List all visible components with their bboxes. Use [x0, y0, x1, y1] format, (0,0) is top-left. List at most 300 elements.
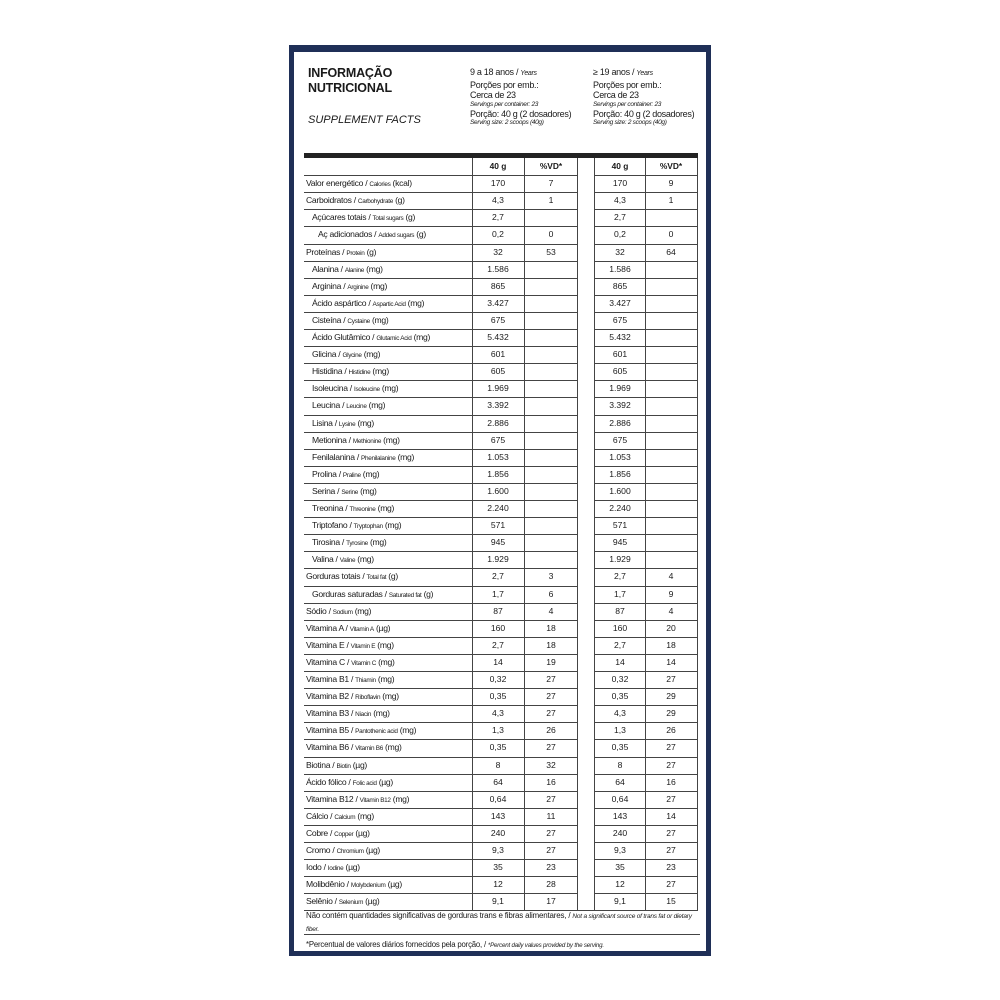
nutrient-name-en: Total sugars	[372, 215, 404, 223]
table-row	[304, 825, 698, 842]
nutrient-name	[312, 517, 476, 534]
amount-19-plus: 865	[612, 280, 628, 291]
dv-9-18: 1	[548, 195, 554, 206]
nutrient-name-en: Carbohydrate	[357, 198, 393, 206]
amount-19-plus: 0,35	[611, 691, 629, 702]
nutrient-name	[312, 329, 476, 346]
row-divider	[304, 808, 698, 809]
row-divider	[304, 534, 698, 535]
nutrient-unit: (kcal)	[390, 178, 412, 189]
amount-9-18: 1,3	[492, 725, 504, 736]
nutrient-name-en: Methionine	[352, 437, 382, 445]
amount-19-plus: 605	[612, 366, 628, 377]
row-divider	[304, 688, 698, 689]
portion-pt: Porção: 40 g (2 dosadores)	[593, 108, 695, 119]
footnote-divider	[304, 934, 700, 935]
table-row	[304, 637, 698, 654]
row-divider	[304, 517, 698, 518]
amount-19-plus: 12	[615, 879, 625, 890]
dv-9-18: 7	[548, 178, 554, 189]
row-divider	[304, 551, 698, 552]
amount-9-18: 0,35	[489, 691, 507, 702]
table-row	[304, 192, 698, 209]
nutrient-unit: (mg)	[366, 400, 386, 411]
amount-19-plus: 0,35	[611, 742, 629, 753]
dv-19-plus	[646, 432, 696, 449]
nutrient-name-en: Vitamin A	[349, 625, 374, 633]
table-row	[304, 312, 698, 329]
row-divider	[304, 739, 698, 740]
footnote-2-pt: *Percentual de valores diários fornecidos pela porção, /	[306, 940, 488, 949]
dv-19-plus	[646, 551, 696, 568]
nutrient-name-en: Molybdenium	[350, 882, 386, 890]
row-divider	[304, 500, 698, 501]
nutrient-name-pt: Açúcares totais /	[312, 212, 373, 223]
nutrient-name-pt: Vitamina B6 /	[306, 742, 356, 753]
nutrient-name-pt: Triptofano /	[312, 520, 354, 531]
nutrient-name	[312, 466, 476, 483]
nutrient-name-pt: Vitamina E /	[306, 639, 351, 650]
nutrient-name-en: Copper	[334, 830, 354, 838]
column-divider	[594, 158, 595, 910]
nutrient-unit: (g)	[414, 229, 426, 240]
nutrient-name-pt: Prolina /	[312, 468, 343, 479]
nutrient-name	[312, 500, 476, 517]
nutrient-name-en: Vitamin B12	[359, 796, 391, 804]
nutrient-unit: (mg)	[376, 656, 395, 667]
dv-19-plus: 14	[666, 656, 676, 667]
nutrient-unit: (mg)	[382, 742, 402, 753]
table-row	[304, 415, 698, 432]
nutrient-name-pt: Vitamina B2 /	[306, 691, 356, 702]
nutrient-unit: (g)	[364, 246, 377, 257]
row-divider	[304, 380, 698, 381]
amount-19-plus: 945	[612, 537, 628, 548]
row-divider	[304, 415, 698, 416]
row-divider	[304, 363, 698, 364]
nutrient-name-pt: Alanina /	[312, 263, 345, 274]
nutrient-name-pt: Glicina /	[312, 349, 343, 360]
nutrient-unit: (mg)	[411, 332, 431, 342]
amount-9-18: 1.053	[487, 451, 509, 462]
dv-19-plus: 0	[668, 229, 674, 240]
row-divider	[304, 175, 698, 176]
row-divider	[304, 774, 698, 775]
dv-19-plus	[646, 517, 696, 534]
nutrient-name-pt: Selênio /	[306, 896, 339, 907]
nutrient-name-pt: Proteínas /	[306, 246, 347, 257]
amount-19-plus: 1.586	[609, 263, 631, 274]
nutrient-name-en: Alanine	[344, 266, 365, 274]
servings-en: Servings per container: 23	[470, 100, 539, 108]
row-divider	[304, 329, 698, 330]
servings-en: Servings per container: 23	[593, 100, 662, 108]
age-en: Years	[636, 70, 653, 77]
amount-9-18: 1.856	[487, 468, 509, 479]
row-divider	[304, 226, 698, 227]
dv-19-plus	[646, 329, 696, 346]
dv-9-18	[525, 380, 577, 397]
amount-9-18: 4,3	[492, 195, 504, 206]
dv-9-18: 53	[546, 246, 556, 257]
nutrient-unit: (mg)	[381, 434, 400, 445]
amount-19-plus: 9,1	[614, 896, 626, 907]
amount-9-18: 2.886	[487, 417, 509, 428]
nutrient-name-en: Selenium	[338, 899, 364, 907]
amount-19-plus: 4,3	[614, 195, 626, 206]
amount-19-plus: 8	[617, 759, 623, 770]
amount-19-plus: 2.886	[609, 417, 631, 428]
amount-19-plus: 160	[612, 622, 628, 633]
amount-19-plus: 240	[612, 827, 628, 838]
dv-9-18	[525, 449, 577, 466]
nutrient-name	[312, 551, 476, 568]
amount-9-18: 87	[493, 605, 503, 616]
amount-9-18: 1.929	[487, 554, 509, 565]
dv-9-18	[525, 415, 577, 432]
nutrient-name-en: Serine	[341, 488, 358, 496]
row-divider	[304, 825, 698, 826]
dv-9-18: 28	[546, 879, 556, 890]
footnote-2-en: *Percent daily values provided by the serving.	[487, 942, 604, 949]
servings-pt-2: Cerca de 23	[593, 90, 639, 100]
row-divider	[304, 261, 698, 262]
amount-19-plus: 1.600	[609, 485, 631, 496]
amount-19-plus: 1.856	[609, 468, 631, 479]
dv-19-plus: 27	[666, 674, 676, 684]
nutrient-name	[306, 859, 470, 876]
amount-19-plus: 35	[615, 862, 625, 873]
dv-header-2: %VD*	[659, 161, 683, 171]
dv-9-18	[525, 551, 577, 568]
nutrient-name-pt: Fenilalanina /	[312, 451, 362, 462]
amount-9-18: 240	[490, 827, 506, 838]
nutrient-unit: (mg)	[367, 537, 387, 548]
column-divider	[697, 158, 698, 910]
dv-9-18: 32	[546, 759, 556, 770]
amount-header-2: 40 g	[611, 161, 629, 171]
dv-19-plus	[646, 466, 696, 483]
column-divider	[577, 158, 578, 910]
amount-19-plus: 3.427	[609, 297, 631, 308]
amount-19-plus: 571	[612, 520, 628, 531]
row-divider	[304, 722, 698, 723]
nutrient-name	[312, 261, 476, 278]
nutrient-name-en: Added sugars	[378, 232, 415, 240]
dv-9-18: 19	[546, 656, 556, 667]
amount-9-18: 571	[490, 520, 506, 531]
nutrient-name	[306, 637, 470, 654]
dv-9-18	[525, 432, 577, 449]
nutrient-unit: (mg)	[355, 810, 374, 821]
title-line-1: INFORMAÇÃO	[308, 66, 393, 80]
dv-9-18: 16	[546, 776, 556, 787]
row-divider	[304, 312, 698, 313]
amount-19-plus: 0,64	[611, 793, 629, 804]
row-divider	[304, 876, 698, 877]
nutrient-unit: (mg)	[395, 451, 415, 462]
dv-9-18	[525, 397, 577, 414]
row-divider	[304, 654, 698, 655]
nutrient-name-pt: Cobre /	[306, 827, 335, 838]
dv-19-plus	[646, 209, 696, 226]
row-divider	[304, 757, 698, 758]
dv-19-plus: 1	[668, 195, 674, 206]
nutrient-name-en: Folic acid	[352, 779, 377, 787]
nutrient-unit: (mg)	[371, 708, 390, 719]
table-row	[304, 808, 698, 825]
nutrient-name-pt: Vitamina A /	[306, 622, 350, 633]
nutrient-name-pt: Cisteína /	[312, 314, 348, 325]
column-header-19-plus	[593, 67, 694, 127]
nutrient-name	[306, 705, 470, 722]
table-row	[304, 757, 698, 774]
nutrient-name-en: Calcium	[334, 813, 356, 821]
row-divider	[304, 842, 698, 843]
row-divider	[304, 893, 698, 894]
nutrient-name-en: Aspartic Acid	[372, 300, 406, 308]
amount-19-plus: 1,7	[614, 588, 626, 599]
nutrient-unit: (µg)	[353, 827, 370, 838]
dv-9-18	[525, 278, 577, 295]
amount-9-18: 1.586	[487, 263, 509, 274]
amount-19-plus: 4,3	[614, 708, 626, 719]
nutrient-unit: (mg)	[405, 297, 425, 308]
dv-19-plus: 14	[666, 810, 676, 821]
nutrient-name-pt: Sódio /	[306, 605, 333, 616]
nutrient-name	[312, 295, 476, 312]
table-row	[304, 688, 698, 705]
nutrient-name-en: Protein	[346, 249, 365, 257]
nutrient-name-en: Thiamin	[355, 677, 376, 684]
dv-9-18	[525, 534, 577, 551]
table-row	[304, 774, 698, 791]
nutrient-name-pt: Ácido Glutâmico /	[312, 332, 377, 342]
row-divider	[304, 432, 698, 433]
nutrient-unit: (mg)	[368, 280, 388, 291]
amount-9-18: 64	[493, 776, 503, 787]
dv-9-18	[525, 363, 577, 380]
nutrient-name-en: Riboflavin	[355, 694, 381, 702]
age-range: ≥ 19 anos /	[593, 67, 635, 77]
column-divider	[645, 158, 646, 910]
amount-9-18: 9,1	[492, 896, 504, 907]
nutrient-name	[312, 380, 476, 397]
table-row	[304, 568, 698, 585]
nutrient-unit: (g)	[393, 195, 405, 206]
amount-9-18: 35	[493, 862, 503, 873]
amount-9-18: 8	[495, 759, 501, 770]
dv-19-plus: 23	[666, 862, 676, 873]
nutrient-unit: (µg)	[350, 759, 367, 770]
table-row	[304, 739, 698, 756]
dv-19-plus	[646, 312, 696, 329]
nutrient-unit: (mg)	[390, 793, 410, 804]
amount-9-18: 3.427	[487, 297, 509, 308]
amount-19-plus: 1,3	[614, 725, 626, 736]
amount-19-plus: 1.969	[609, 383, 631, 394]
dv-19-plus: 27	[666, 845, 676, 855]
nutrient-name-pt: Cálcio /	[306, 810, 335, 821]
table-row	[304, 517, 698, 534]
nutrient-name-en: Tyrosine	[346, 540, 368, 548]
nutrient-unit: (µg)	[376, 776, 393, 787]
nutrient-name-pt: Ácido fólico /	[306, 776, 353, 787]
nutrient-name-pt: Vitamina B3 /	[306, 708, 356, 719]
table-row	[304, 791, 698, 808]
portion-pt: Porção: 40 g (2 dosadores)	[470, 108, 572, 119]
table-row	[304, 586, 698, 603]
footnote-1-en: Not a significant source of trans fat or dietary fiber.	[306, 913, 692, 933]
dv-9-18: 27	[546, 674, 556, 684]
nutrient-name	[312, 278, 476, 295]
table-row	[304, 603, 698, 620]
amount-9-18: 0,32	[489, 674, 507, 684]
table-row	[304, 432, 698, 449]
amount-19-plus: 2,7	[614, 571, 626, 582]
table-row	[304, 551, 698, 568]
dv-9-18: 23	[546, 862, 556, 873]
nutrient-name	[312, 312, 476, 329]
dv-19-plus	[646, 415, 696, 432]
nutrient-name-pt: Tirosina /	[312, 537, 347, 548]
dv-header-1: %VD*	[539, 161, 563, 171]
amount-9-18: 2.240	[487, 503, 509, 513]
dv-19-plus: 27	[666, 827, 676, 838]
table-row	[304, 500, 698, 517]
table-row	[304, 705, 698, 722]
table-row	[304, 893, 698, 910]
table-row	[304, 209, 698, 226]
nutrient-name	[306, 244, 470, 261]
table-row	[304, 722, 698, 739]
amount-header-1: 40 g	[489, 161, 507, 171]
dv-19-plus: 4	[668, 605, 674, 616]
nutrient-name-pt: Leucina /	[312, 400, 347, 411]
table-row	[304, 483, 698, 500]
row-divider	[304, 568, 698, 569]
nutrient-name-pt: Iodo /	[306, 862, 328, 873]
nutrient-name	[306, 671, 470, 688]
dv-19-plus: 64	[666, 246, 676, 257]
dv-9-18	[525, 466, 577, 483]
column-header-9-18	[470, 67, 571, 127]
nutrient-unit: (mg)	[361, 349, 381, 360]
dv-9-18: 0	[548, 229, 554, 240]
amount-19-plus: 5.432	[609, 332, 631, 342]
row-divider	[304, 483, 698, 484]
row-divider	[304, 671, 698, 672]
nutrient-unit: (µg)	[373, 622, 391, 633]
amount-9-18: 32	[493, 246, 503, 257]
nutrient-name-en: Leucine	[346, 403, 367, 411]
nutrient-name	[306, 825, 470, 842]
dv-19-plus: 27	[666, 879, 676, 890]
nutrient-name	[306, 791, 470, 808]
dv-19-plus	[646, 449, 696, 466]
nutrient-name-en: Tryptophan	[353, 523, 383, 531]
nutrient-name	[306, 774, 470, 791]
dv-9-18	[525, 517, 577, 534]
amount-9-18: 1.600	[487, 485, 509, 496]
amount-9-18: 12	[493, 879, 503, 890]
row-divider	[304, 791, 698, 792]
amount-19-plus: 0,2	[614, 229, 626, 240]
nutrient-name	[318, 226, 482, 243]
amount-9-18: 143	[490, 810, 506, 821]
amount-9-18: 675	[490, 434, 506, 445]
table-row	[304, 449, 698, 466]
dv-19-plus	[646, 380, 696, 397]
nutrient-name-pt: Histidina /	[312, 366, 349, 377]
nutrient-name	[306, 893, 470, 910]
nutrient-name-en: Histidine	[348, 369, 371, 377]
nutrient-name-pt: Vitamina B12 /	[306, 793, 360, 804]
portion-en: Serving size: 2 scoops (40g)	[593, 119, 667, 126]
dv-9-18	[525, 500, 577, 517]
nutrient-name-pt: Arginina /	[312, 280, 348, 291]
dv-9-18: 17	[546, 896, 556, 907]
column-divider	[472, 158, 473, 910]
amount-9-18: 14	[493, 656, 503, 667]
amount-19-plus: 675	[612, 314, 628, 325]
nutrient-unit: (mg)	[355, 417, 374, 428]
table-row	[304, 397, 698, 414]
servings-pt-2: Cerca de 23	[470, 90, 516, 100]
nutrient-unit: (mg)	[379, 383, 399, 394]
amount-19-plus: 601	[612, 349, 628, 360]
row-divider	[304, 244, 698, 245]
amount-19-plus: 143	[612, 810, 628, 821]
amount-9-18: 2,7	[492, 212, 504, 223]
dv-9-18: 27	[546, 845, 556, 855]
nutrient-unit: (µg)	[385, 879, 402, 890]
dv-9-18: 18	[546, 639, 556, 650]
table-row	[304, 876, 698, 893]
dv-9-18	[525, 261, 577, 278]
nutrient-name-en: Glycine	[342, 352, 362, 360]
nutrient-name	[312, 397, 476, 414]
dv-19-plus: 27	[666, 742, 676, 753]
amount-19-plus: 1.053	[609, 451, 631, 462]
nutrient-name	[312, 586, 476, 603]
amount-9-18: 945	[490, 537, 506, 548]
servings-pt: Porções por emb.:	[470, 79, 539, 90]
nutrient-name-en: Glutamic Acid	[376, 335, 412, 342]
table-row	[304, 466, 698, 483]
nutrient-name-en: Sodium	[332, 608, 353, 616]
amount-9-18: 5.432	[487, 332, 509, 342]
nutrient-name-en: Praline	[342, 471, 361, 479]
amount-19-plus: 2,7	[614, 212, 626, 223]
amount-9-18: 601	[490, 349, 506, 360]
dv-9-18: 27	[546, 708, 556, 719]
dv-19-plus	[646, 500, 696, 517]
amount-9-18: 865	[490, 280, 506, 291]
nutrient-unit: (µg)	[363, 896, 380, 907]
dv-9-18	[525, 295, 577, 312]
row-divider	[304, 295, 698, 296]
table-row	[304, 261, 698, 278]
dv-9-18	[525, 483, 577, 500]
dv-9-18	[525, 329, 577, 346]
nutrient-name-pt: Gorduras saturadas /	[312, 588, 389, 599]
nutrient-name	[306, 739, 470, 756]
row-divider	[304, 603, 698, 604]
nutrient-unit: (g)	[386, 571, 398, 582]
label-header	[294, 52, 706, 156]
amount-9-18: 0,64	[489, 793, 507, 804]
